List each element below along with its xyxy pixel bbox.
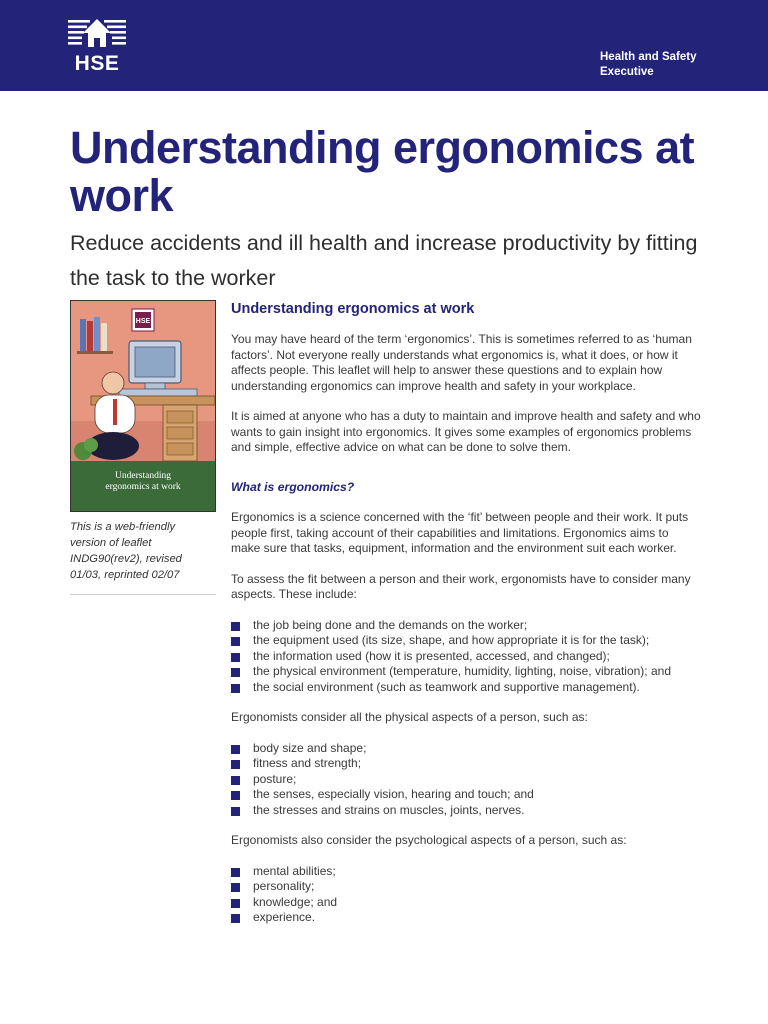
list-item: mental abilities; <box>231 864 701 880</box>
leaflet-cover-image <box>70 300 216 512</box>
agency-line-1: Health and Safety <box>600 51 697 63</box>
sidenote-divider <box>70 594 216 595</box>
list-item: body size and shape; <box>231 741 701 757</box>
web-version-note <box>70 519 200 583</box>
list-item: personality; <box>231 879 701 895</box>
sidenote-line-4: 01/03, reprinted 02/07 <box>70 569 180 581</box>
cover-badge-text: HSE <box>135 318 151 325</box>
page-subtitle: Reduce accidents and ill health and increase productivity by fitting the task to the worker <box>70 231 698 290</box>
cover-title-line-2: ergonomics at work <box>105 482 181 492</box>
definition-paragraph: Ergonomics is a science concerned with the ‘fit’ between people and their work. It puts people first, taking account of their capabilities and limitations. Ergonomics aims to make sure that tasks, equipment, information and the environment suit each worker. <box>231 510 689 555</box>
list-item: the senses, especially vision, hearing and touch; and <box>231 787 701 803</box>
logo-text: HSE <box>74 52 120 75</box>
list-item: knowledge; and <box>231 895 701 911</box>
agency-name <box>600 50 697 80</box>
sidenote-line-3: INDG90(rev2), revised <box>70 553 182 565</box>
section-heading: Understanding ergonomics at work <box>231 301 475 317</box>
aspects-intro: To assess the fit between a person and their work, ergonomists have to consider many aspects. These include: <box>231 571 691 601</box>
sidenote-line-1: This is a web-friendly <box>70 521 176 533</box>
list-item: the job being done and the demands on the worker; <box>231 618 701 634</box>
list-item: the equipment used (its size, shape, and how appropriate it is for the task); <box>231 633 701 649</box>
psychological-intro: Ergonomists also consider the psychological aspects of a person, such as: <box>231 833 627 847</box>
list-item: fitness and strength; <box>231 756 701 772</box>
sidenote-line-2: version of leaflet <box>70 537 152 549</box>
intro-paragraph-2: It is aimed at anyone who has a duty to maintain and improve health and safety and who wants to gain insight into ergonomics. It gives some examples of ergonomics problems and simple, effective advice on what can be done to solve them. <box>231 409 701 454</box>
header-banner <box>0 0 768 91</box>
physical-aspects-list <box>231 741 701 819</box>
list-item: experience. <box>231 910 701 926</box>
list-item: the physical environment (temperature, humidity, lighting, noise, vibration); and <box>231 664 701 680</box>
agency-line-2: Executive <box>600 66 654 78</box>
what-is-ergonomics-heading: What is ergonomics? <box>231 479 355 494</box>
main-content <box>231 300 701 941</box>
list-item: the stresses and strains on muscles, joints, nerves. <box>231 803 701 819</box>
list-item: the information used (how it is presented, accessed, and changed); <box>231 649 701 665</box>
page-title: Understanding ergonomics at work <box>70 122 695 221</box>
cover-title-line-1: Understanding <box>115 471 171 481</box>
list-item: posture; <box>231 772 701 788</box>
list-item: the social environment (such as teamwork and supportive management). <box>231 680 701 696</box>
cover-title <box>71 471 215 493</box>
physical-intro: Ergonomists consider all the physical aspects of a person, such as: <box>231 710 588 724</box>
intro-paragraph-1: You may have heard of the term ‘ergonomics’. This is sometimes referred to as ‘human factors’. Not everyone really understands what ergonomics is, what it does, or how it affects people. This leaflet will help to answer these questions and to explain how understanding ergonomics can improve health and safety in your workplace. <box>231 332 692 393</box>
aspects-list <box>231 618 701 696</box>
psychological-aspects-list <box>231 864 701 926</box>
